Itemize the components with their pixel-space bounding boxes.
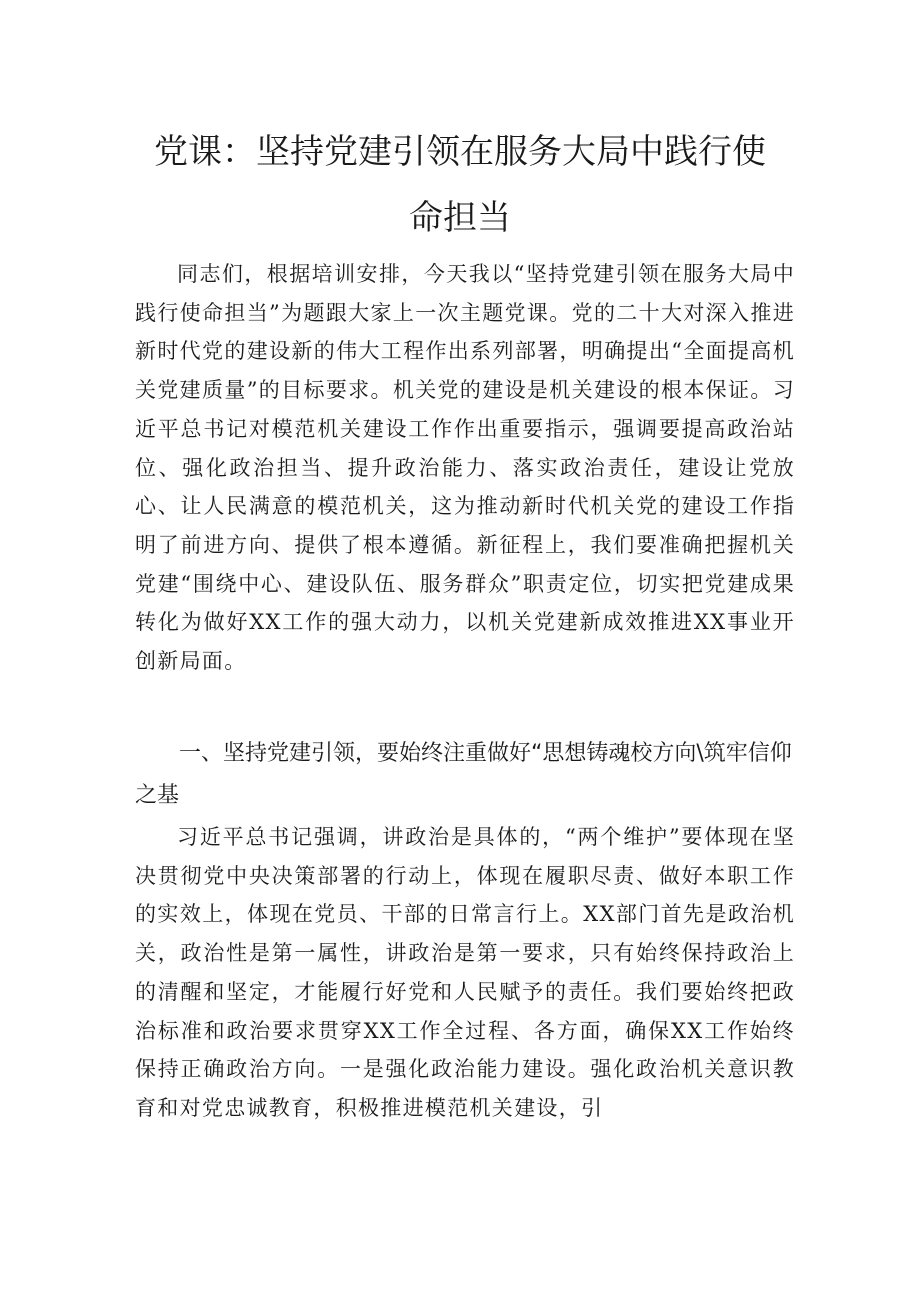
body-paragraph-1: 同志们，根据培训安排，今天我以“坚持党建引领在服务大局中践行使命担当”为题跟大家上一次主题党课。党的二十大对深入推进新时代党的建设新的伟大工程作出系列部署，明确提出“全面提高机关党建质量”的目标要求。机关党的建设是机关建设的根本保证。习近平总书记对模范机关建设工作作出重要指示，强调要提高政治站位、强化政治担当、提升政治能力、落实政治责任，建设让党放心、让人民满意的模范机关，这为推动新时代机关党的建设工作指明了前进方向、提供了根本遵循。新征程上，我们要准确把握机关党建“围绕中心、建设队伍、服务群众”职责定位，切实把党建成果转化为做好XX工作的强大动力，以机关党建新成效推进XX事业开创新局面。 [135,262,795,674]
section-heading-1: 一、坚持党建引领，要始终注重做好“思想铸魂校方向\筑牢信仰之基 [135,741,792,808]
body-paragraph-2: 习近平总书记强调，讲政治是具体的，“两个维护”要体现在坚决贯彻党中央决策部署的行动上，体现在履职尽责、做好本职工作的实效上，体现在党员、干部的日常言行上。XX部门首先是政治机关，政治性是第一属性，讲政治是第一要求，只有始终保持政治上的清醒和坚定，才能履行好党和人民赋予的责任。我们要始终把政治标准和政治要求贯穿XX工作全过程、各方面，确保XX工作始终保持正确政治方向。一是强化政治能力建设。强化政治机关意识教育和对党忠诚教育，积极推进模范机关建设，引 [135,825,795,1120]
document-title-line-1: 党课：坚持党建引领在服务大局中践行使 [154,132,766,172]
document-title-line-2: 命担当 [409,198,511,238]
